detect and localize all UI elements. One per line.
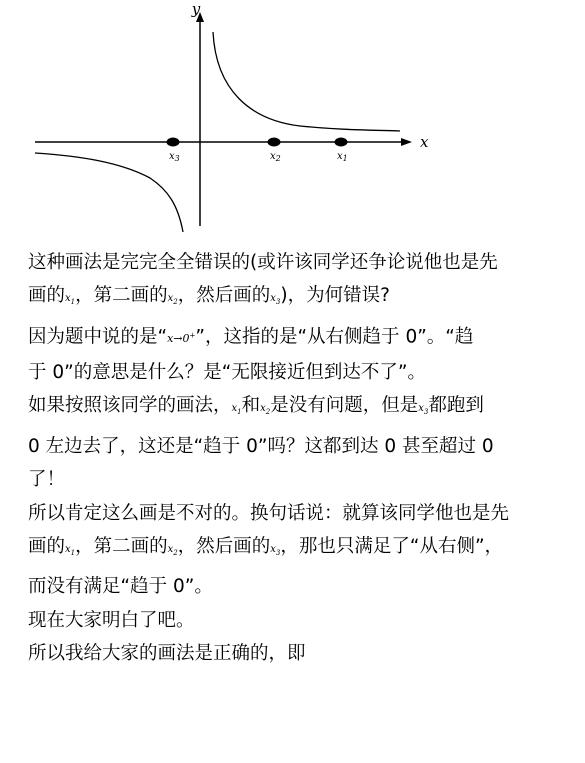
text-span: 都跑到 — [428, 395, 484, 417]
hyperbola-right-branch — [213, 32, 400, 131]
var-x2: $x_2$ — [167, 543, 178, 557]
paragraph-4-line-2 — [28, 530, 576, 570]
text-span: ，然后画的 — [177, 535, 271, 557]
point-x2-label: $x_2$ — [270, 151, 281, 163]
paragraph-4-line-3: 而没有满足“趋于 0”。 — [28, 576, 213, 598]
hyperbola-graph — [0, 0, 585, 238]
point-x3-label: $x_3$ — [169, 151, 180, 163]
text-span: ”，这指的是“从右侧趋于 0”。“趋 — [195, 326, 474, 348]
var-x2: $x_2$ — [260, 403, 271, 417]
paragraph-4-line-1: 所以肯定这么画是不对的。换句话说：就算该同学他也是先 — [28, 502, 510, 524]
explanation-text — [28, 246, 576, 671]
paragraph-1-line-2 — [28, 279, 576, 319]
text-span: 画的 — [28, 535, 66, 557]
text-span: 因为题中说的是“ — [28, 326, 168, 348]
paragraph-3-line-2: 0 左边去了，这还是“趋于 0”吗？这都到达 0 甚至超过 0 — [28, 435, 494, 457]
paragraph-3-line-1 — [28, 389, 576, 429]
var-x3: $x_3$ — [418, 403, 429, 417]
x-axis-label: x — [420, 133, 429, 151]
paragraph-6: 所以我给大家的画法是正确的，即 — [28, 643, 306, 665]
text-span: 画的 — [28, 285, 66, 307]
text-span: ，第二画的 — [75, 285, 168, 307]
text-span: ，那也只满足了“从右侧”， — [280, 535, 504, 557]
paragraph-5: 现在大家明白了吧。 — [28, 609, 195, 631]
point-x3 — [167, 138, 180, 147]
paragraph-2-line-2: 于 0”的意思是什么？是“无限接近但到达不了”。 — [28, 361, 426, 383]
y-axis-label: y — [191, 0, 201, 18]
text-span: ，第二画的 — [75, 535, 168, 557]
point-x2 — [268, 138, 281, 147]
paragraph-2-line-1 — [28, 320, 576, 356]
point-x1 — [335, 138, 348, 147]
text-span: 如果按照该同学的画法， — [28, 395, 232, 417]
text-span: )，为何错误? — [280, 285, 390, 307]
var-x3: $x_3$ — [270, 543, 281, 557]
paragraph-3-line-3: 了！ — [28, 469, 66, 491]
var-x1: $x_1$ — [231, 403, 242, 417]
point-x1-label: $x_1$ — [337, 151, 348, 163]
var-x2: $x_2$ — [167, 293, 178, 307]
var-x1: $x_1$ — [65, 293, 76, 307]
limit-expression: x→0+ — [167, 331, 196, 346]
var-x1: $x_1$ — [65, 543, 76, 557]
text-span: 和 — [241, 395, 261, 417]
hyperbola-left-branch — [35, 153, 183, 232]
var-x3: $x_3$ — [270, 293, 281, 307]
paragraph-1-line-1: 这种画法是完完全全错误的(或许该同学还争论说他也是先 — [28, 252, 498, 273]
text-span: ，然后画的 — [177, 285, 271, 307]
text-span: 是没有问题，但是 — [270, 395, 419, 417]
x-axis-arrow-icon — [401, 138, 412, 146]
